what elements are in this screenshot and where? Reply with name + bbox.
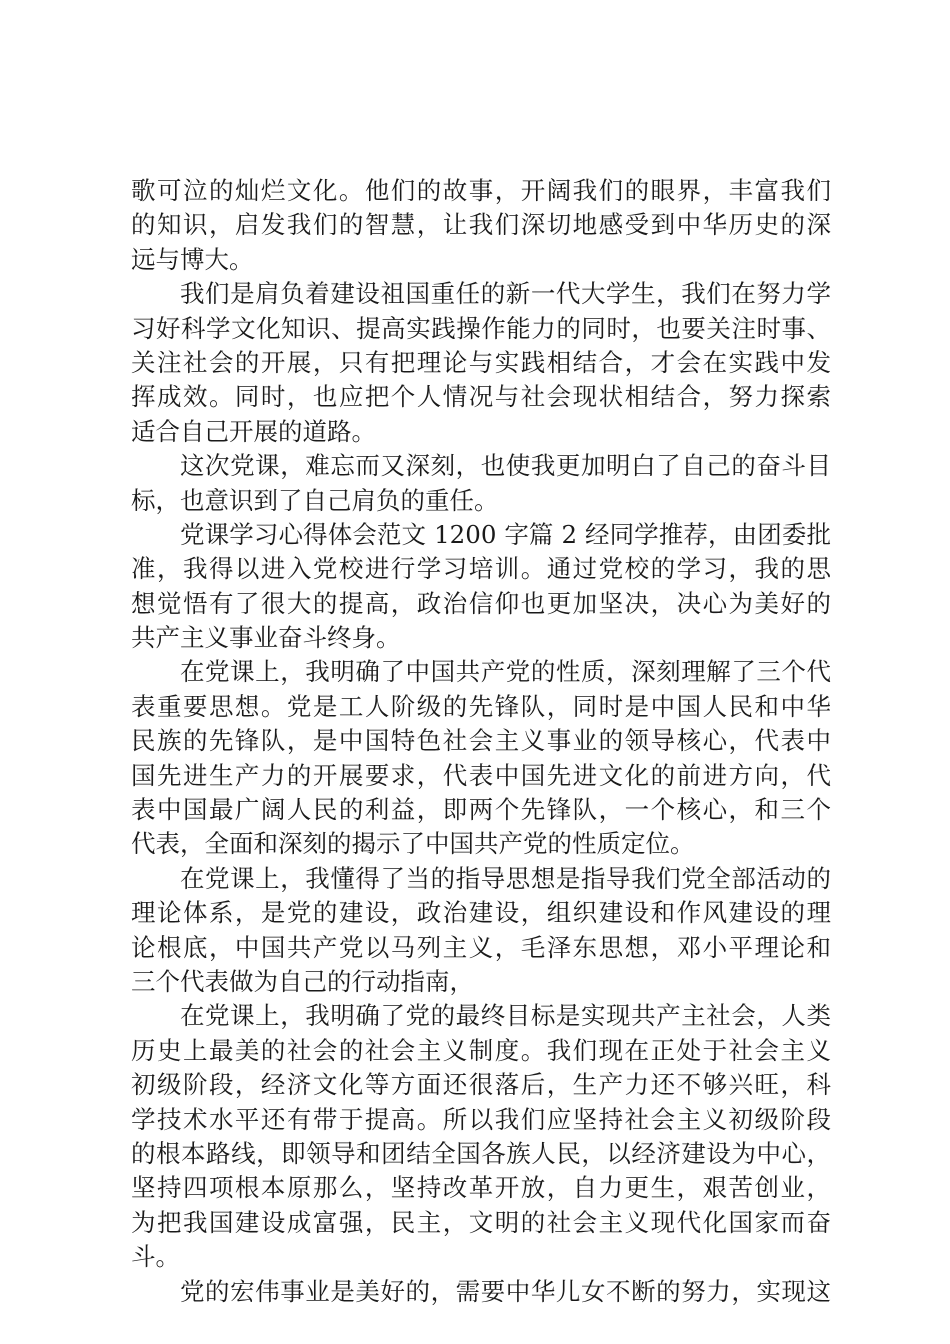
text-line: 挥成效。同时，也应把个人情况与社会现状相结合，努力探索 — [131, 382, 831, 412]
text-line: 历史上最美的社会的社会主义制度。我们现在正处于社会主义 — [131, 1035, 831, 1065]
text-line: 论根底，中国共产党以马列主义，毛泽东思想，邓小平理论和 — [131, 932, 831, 962]
text-line: 共产主义事业奋斗终身。 — [131, 623, 401, 653]
text-line: 标，也意识到了自己肩负的重任。 — [131, 485, 499, 515]
text-line: 适合自己开展的道路。 — [131, 416, 376, 446]
text-line: 表中国最广阔人民的利益，即两个先锋队，一个核心，和三个 — [131, 795, 831, 825]
paragraph-first-line: 在党课上，我懂得了当的指导思想是指导我们党全部活动的 — [180, 863, 831, 893]
text-line: 斗。 — [131, 1242, 180, 1272]
document-body-text — [131, 174, 831, 1309]
paragraph-first-line: 党课学习心得体会范文 1200 字篇 2 经同学推荐，由团委批 — [180, 519, 831, 549]
text-line: 的根本路线，即领导和团结全国各族人民，以经济建设为中心， — [131, 1138, 831, 1168]
text-line: 代表，全面和深刻的揭示了中国共产党的性质定位。 — [131, 829, 695, 859]
text-line: 歌可泣的灿烂文化。他们的故事，开阔我们的眼界，丰富我们 — [131, 176, 831, 205]
text-line: 准，我得以进入党校进行学习培训。通过党校的学习，我的思 — [131, 554, 831, 584]
text-line: 关注社会的开展，只有把理论与实践相结合，才会在实践中发 — [131, 347, 831, 377]
text-line: 民族的先锋队，是中国特色社会主义事业的领导核心，代表中 — [131, 726, 831, 756]
paragraph-first-line: 在党课上，我明确了中国共产党的性质，深刻理解了三个代 — [180, 657, 831, 687]
text-line: 为把我国建设成富强，民主，文明的社会主义现代化国家而奋 — [131, 1207, 831, 1237]
paragraph-first-line: 党的宏伟事业是美好的，需要中华儿女不断的努力，实现这 — [180, 1276, 831, 1306]
text-line: 想觉悟有了很大的提高，政治信仰也更加坚决，决心为美好的 — [131, 588, 831, 618]
text-line: 理论体系，是党的建设，政治建设，组织建设和作风建设的理 — [131, 898, 831, 928]
text-line: 坚持四项根本原那么，坚持改革开放，自力更生，艰苦创业， — [131, 1173, 831, 1203]
text-line: 三个代表做为自己的行动指南， — [131, 966, 474, 996]
text-line: 国先进生产力的开展要求，代表中国先进文化的前进方向，代 — [131, 760, 831, 790]
text-line: 的知识，启发我们的智慧，让我们深切地感受到中华历史的深 — [131, 210, 831, 240]
text-line: 表重要思想。党是工人阶级的先锋队，同时是中国人民和中华 — [131, 691, 831, 721]
paragraph-first-line: 在党课上，我明确了党的最终目标是实现共产主社会，人类 — [180, 1001, 831, 1031]
text-line: 远与博大。 — [131, 244, 254, 274]
text-line: 学技术水平还有带于提高。所以我们应坚持社会主义初级阶段 — [131, 1104, 831, 1134]
text-line: 初级阶段，经济文化等方面还很落后，生产力还不够兴旺，科 — [131, 1070, 831, 1100]
paragraph-first-line: 我们是肩负着建设祖国重任的新一代大学生，我们在努力学 — [180, 279, 831, 309]
text-line: 习好科学文化知识、提高实践操作能力的同时，也要关注时事、 — [131, 313, 831, 343]
paragraph-first-line: 这次党课，难忘而又深刻，也使我更加明白了自己的奋斗目 — [180, 451, 831, 481]
